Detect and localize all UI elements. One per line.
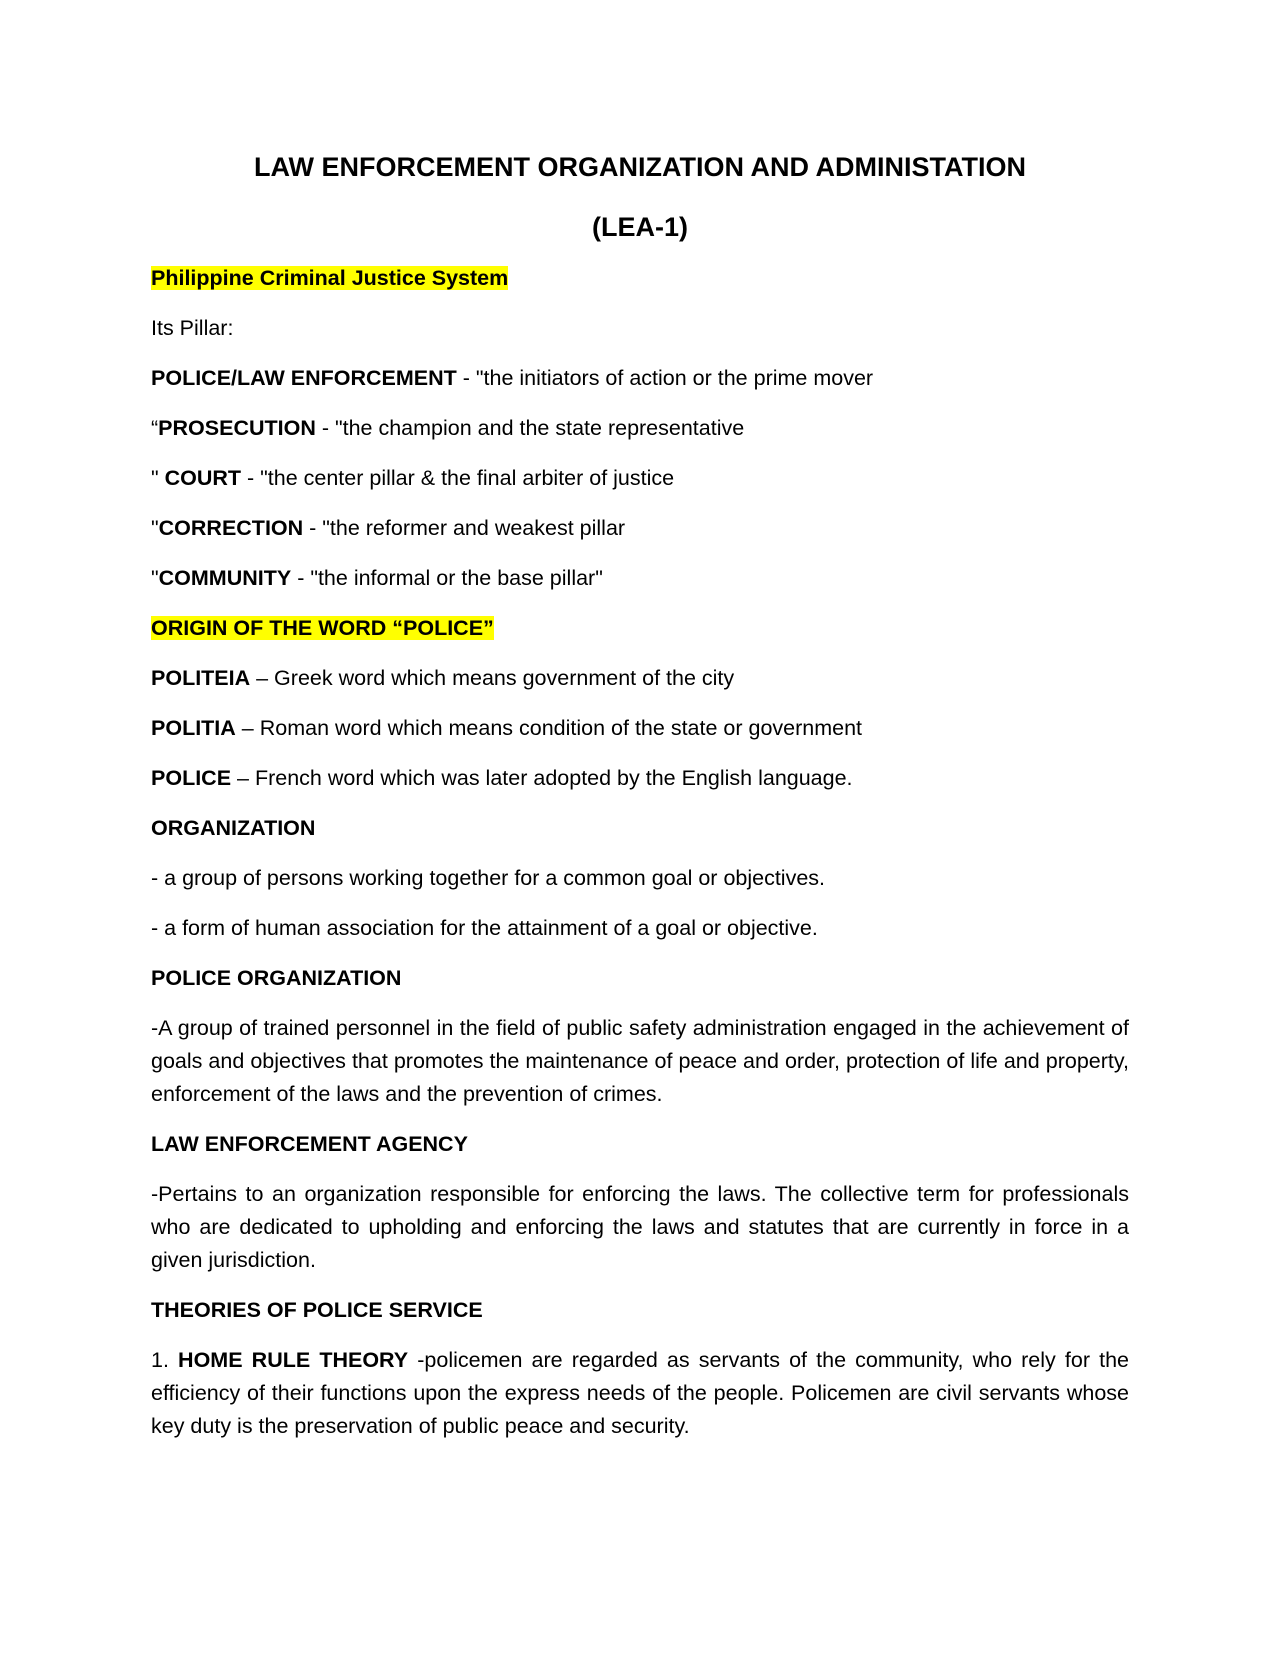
pillar-intro: Its Pillar: <box>151 316 234 340</box>
pillar-item <box>151 512 1129 545</box>
law-enforcement-agency-heading: LAW ENFORCEMENT AGENCY <box>151 1132 468 1156</box>
pillar-term: CORRECTION <box>158 516 304 540</box>
pillar-prefix: " <box>151 516 159 540</box>
pillar-term: PROSECUTION <box>158 416 316 440</box>
theory-number: 1. <box>151 1348 169 1372</box>
pillar-prefix: " <box>151 566 159 590</box>
police-organization-heading: POLICE ORGANIZATION <box>151 966 402 990</box>
origin-item <box>151 762 1129 795</box>
origin-item <box>151 662 1129 695</box>
pillar-desc: - "the initiators of action or the prime mover <box>456 366 874 390</box>
theories-heading: THEORIES OF POLICE SERVICE <box>151 1298 483 1322</box>
pillar-term: COURT <box>164 466 242 490</box>
origin-term: POLITIA <box>151 716 236 740</box>
pillar-term: COMMUNITY <box>158 566 292 590</box>
origin-desc: – Roman word which means condition of the state or government <box>235 716 863 740</box>
pillar-desc: - "the champion and the state representative <box>315 416 745 440</box>
highlighted-heading: Philippine Criminal Justice System <box>151 266 509 290</box>
organization-definition: - a form of human association for the attainment of a goal or objective. <box>151 916 818 940</box>
pillar-desc: - "the center pillar & the final arbiter of justice <box>241 466 675 490</box>
section-heading-criminal-justice <box>151 262 1129 295</box>
law-enforcement-agency-definition: -Pertains to an organization responsible for enforcing the laws. The collective term for professionals who are dedicated to upholding and enforcing the laws and statutes that are currently in force in a given jurisdiction. <box>151 1182 1129 1272</box>
origin-term: POLICE <box>151 766 232 790</box>
highlighted-heading: ORIGIN OF THE WORD “POLICE” <box>151 616 494 640</box>
origin-item <box>151 712 1129 745</box>
document-subtitle: (LEA-1) <box>592 212 688 242</box>
theory-item <box>151 1344 1129 1443</box>
pillar-term: POLICE/LAW ENFORCEMENT <box>151 366 457 390</box>
pillar-item <box>151 562 1129 595</box>
pillar-item <box>151 362 1129 395</box>
document-page <box>151 150 1129 1443</box>
pillar-desc: - "the informal or the base pillar" <box>291 566 603 590</box>
theory-desc: -policemen are regarded as servants of the community, who rely for the efficiency of their functions upon the express needs of the people. Policemen are civil servants whose key duty is the preservation of public peace and security. <box>151 1348 1130 1438</box>
pillar-prefix: " <box>151 466 165 490</box>
origin-desc: – Greek word which means government of the city <box>250 666 735 690</box>
section-heading-origin <box>151 612 1129 645</box>
pillar-prefix: “ <box>151 416 159 440</box>
pillar-item <box>151 412 1129 445</box>
pillar-desc: - "the reformer and weakest pillar <box>303 516 626 540</box>
police-organization-definition: -A group of trained personnel in the field of public safety administration engaged in the achievement of goals and objectives that promotes the maintenance of peace and order, protection of life and property, enforcement of the laws and the prevention of crimes. <box>151 1016 1129 1106</box>
pillar-item <box>151 462 1129 495</box>
organization-heading: ORGANIZATION <box>151 816 316 840</box>
origin-term: POLITEIA <box>151 666 251 690</box>
document-title: LAW ENFORCEMENT ORGANIZATION AND ADMINISTATION <box>254 152 1026 182</box>
theory-term: HOME RULE THEORY <box>168 1348 409 1372</box>
organization-definition: - a group of persons working together for a common goal or objectives. <box>151 866 826 890</box>
origin-desc: – French word which was later adopted by the English language. <box>231 766 853 790</box>
